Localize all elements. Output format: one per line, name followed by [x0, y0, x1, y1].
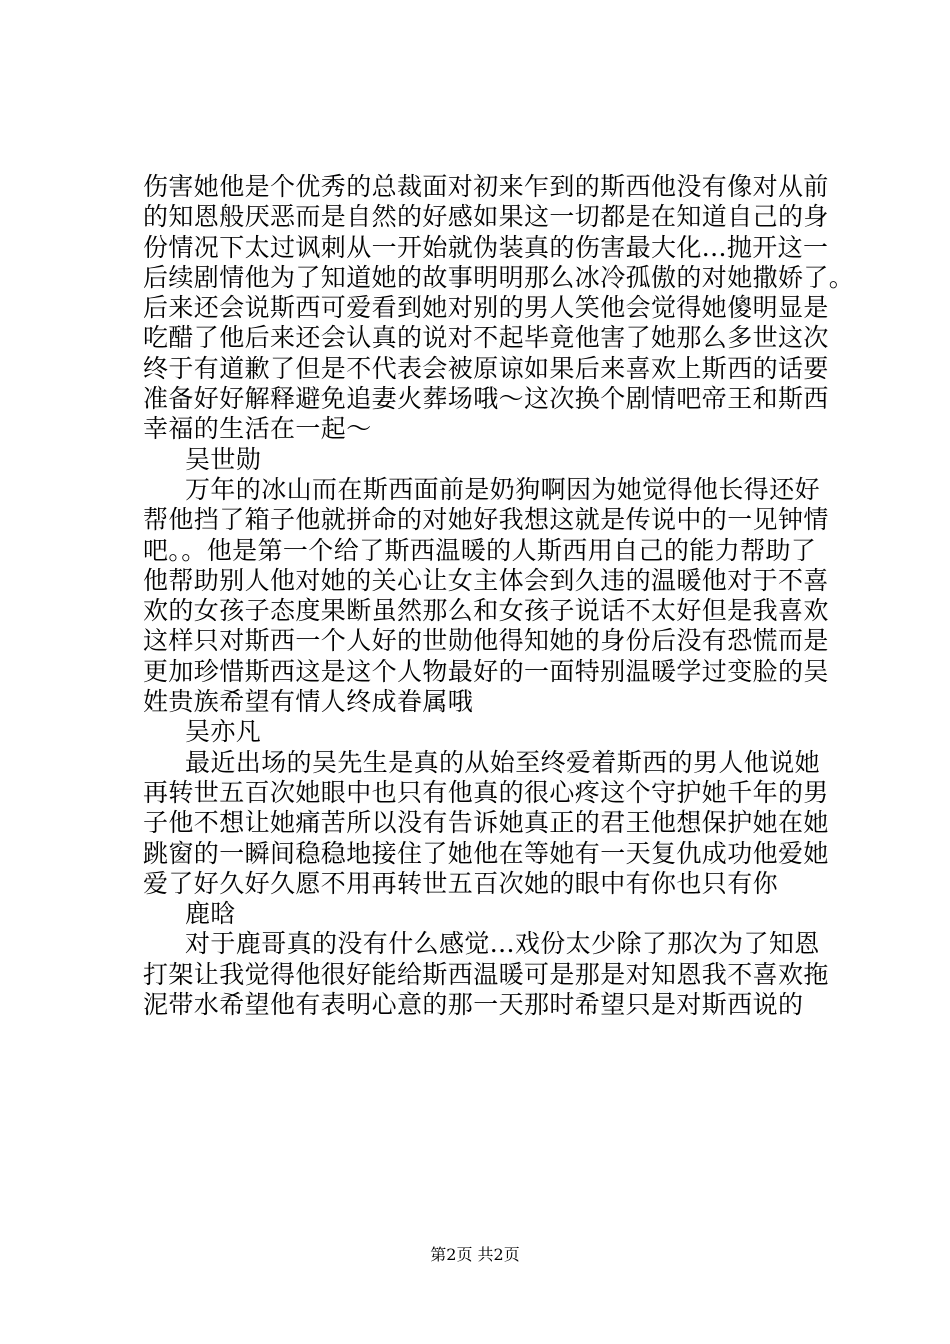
text-line: 再转世五百次她眼中也只有他真的很心疼这个守护她千年的男 [143, 777, 829, 807]
text-line: 姓贵族希望有情人终成眷属哦 [143, 687, 474, 717]
text-line: 爱了好久好久愿不用再转世五百次她的眼中有你也只有你 [143, 868, 779, 898]
text-line: 欢的女孩子态度果断虽然那么和女孩子说话不太好但是我喜欢 [143, 596, 829, 626]
text-line: 他帮助别人他对她的关心让女主体会到久违的温暖他对于不喜 [143, 565, 829, 595]
text-line: 的知恩般厌恶而是自然的好感如果这一切都是在知道自己的身 [143, 202, 829, 232]
text-line: 终于有道歉了但是不代表会被原谅如果后来喜欢上斯西的话要 [143, 353, 829, 383]
document-body [143, 172, 855, 1020]
text-line: 吃醋了他后来还会认真的说对不起毕竟他害了她那么多世这次 [143, 323, 829, 353]
text-line: 子他不想让她痛苦所以没有告诉她真正的君王他想保护她在她 [143, 808, 829, 838]
text-line: 对于鹿哥真的没有什么感觉...戏份太少除了那次为了知恩 [185, 929, 820, 959]
text-line: 准备好好解释避免追妻火葬场哦～这次换个剧情吧帝王和斯西 [143, 384, 829, 414]
text-line: 幸福的生活在一起～ [143, 414, 372, 444]
text-line: 万年的冰山而在斯西面前是奶狗啊因为她觉得他长得还好 [185, 474, 821, 504]
text-line: 后来还会说斯西可爱看到她对别的男人笑他会觉得她傻明显是 [143, 293, 829, 323]
text-line: 这样只对斯西一个人好的世勋他得知她的身份后没有恐慌而是 [143, 626, 829, 656]
text-line: 最近出场的吴先生是真的从始至终爱着斯西的男人他说她 [185, 747, 821, 777]
text-line: 鹿晗 [185, 899, 236, 929]
page-footer: 第2页 共2页 [430, 1245, 520, 1264]
text-line: 吴世勋 [185, 444, 262, 474]
text-line: 吧。。他是第一个给了斯西温暖的人斯西用自己的能力帮助了 [143, 535, 817, 565]
text-line: 打架让我觉得他很好能给斯西温暖可是那是对知恩我不喜欢拖 [143, 959, 829, 989]
text-line: 更加珍惜斯西这是这个人物最好的一面特别温暖学过变脸的吴 [143, 656, 829, 686]
text-line: 帮他挡了箱子他就拼命的对她好我想这就是传说中的一见钟情 [143, 505, 829, 535]
text-line: 后续剧情他为了知道她的故事明明那么冰冷孤傲的对她撒娇了。 [143, 262, 855, 292]
text-line: 跳窗的一瞬间稳稳地接住了她他在等她有一天复仇成功他爱她 [143, 838, 829, 868]
text-line: 泥带水希望他有表明心意的那一天那时希望只是对斯西说的 [143, 990, 804, 1020]
text-line: 伤害她他是个优秀的总裁面对初来乍到的斯西他没有像对从前 [143, 172, 829, 201]
text-line: 份情况下太过讽刺从一开始就伪装真的伤害最大化...抛开这一 [143, 232, 829, 262]
text-line: 吴亦凡 [185, 717, 262, 747]
